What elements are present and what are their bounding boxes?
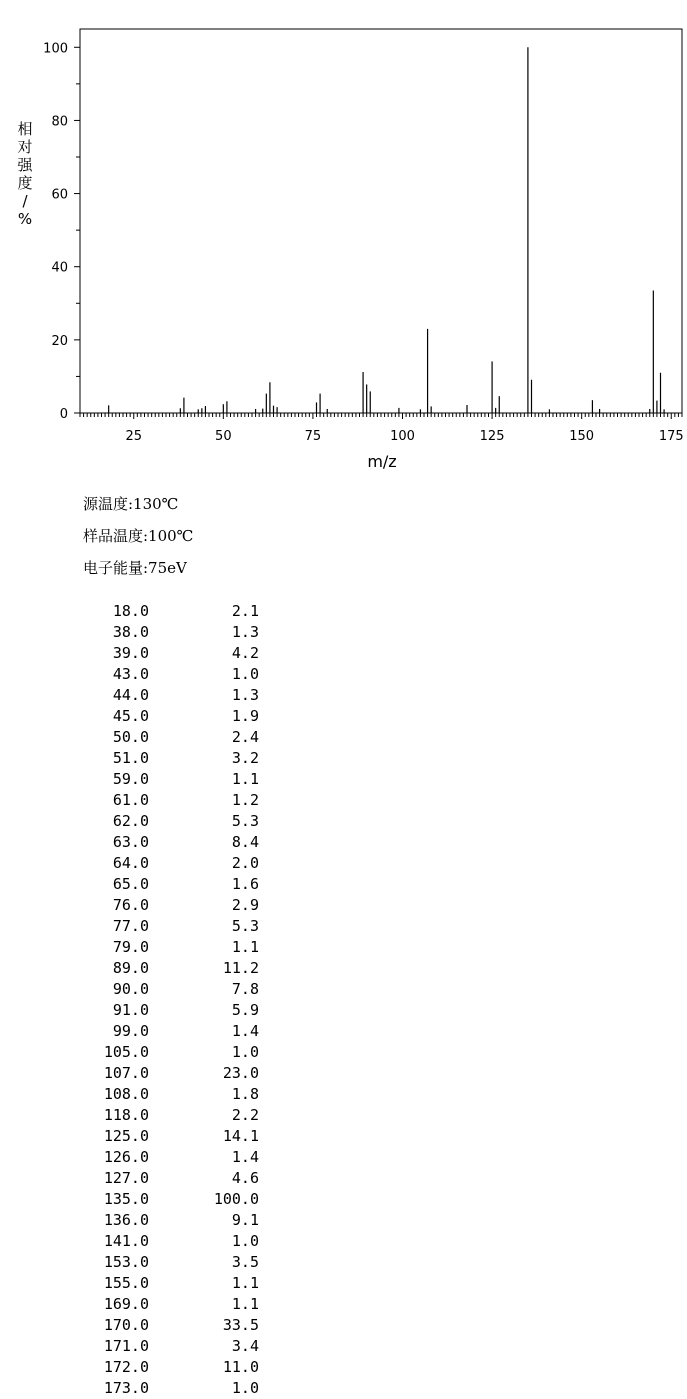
- y-axis-title-char: 强: [17, 156, 33, 174]
- peak-row: [95, 979, 259, 1000]
- peak-row: [95, 1378, 259, 1399]
- peak-mz: 77.0: [112, 917, 149, 935]
- peak-intensity: 1.2: [231, 791, 259, 809]
- peak-intensity: 4.2: [231, 644, 259, 662]
- peak-intensity: 1.0: [231, 1232, 259, 1250]
- peak-intensity: 33.5: [222, 1316, 259, 1334]
- peak-row: [95, 601, 259, 622]
- x-tick-label: 125: [479, 429, 505, 444]
- peak-mz: 91.0: [112, 1001, 149, 1019]
- peak-intensity: 1.1: [231, 1295, 259, 1313]
- peak-row: [95, 727, 259, 748]
- peak-mz: 136.0: [103, 1211, 149, 1229]
- peak-mz: 45.0: [112, 707, 149, 725]
- peak-intensity: 23.0: [222, 1064, 259, 1082]
- peak-mz: 76.0: [112, 896, 149, 914]
- peak-mz: 173.0: [103, 1379, 149, 1397]
- peak-mz: 170.0: [103, 1316, 149, 1334]
- peak-row: [95, 1147, 259, 1168]
- peak-intensity: 1.0: [231, 1379, 259, 1397]
- peak-row: [95, 1063, 259, 1084]
- peak-intensity: 5.3: [231, 917, 259, 935]
- peak-intensity: 1.6: [231, 875, 259, 893]
- peak-mz: 39.0: [112, 644, 149, 662]
- peak-row: [95, 1189, 259, 1210]
- peak-table: [95, 601, 259, 1399]
- x-tick-label: 75: [304, 429, 322, 444]
- y-axis-title-char: %: [17, 210, 33, 228]
- peak-intensity: 1.1: [231, 938, 259, 956]
- peak-row: [95, 853, 259, 874]
- electron-energy: 电子能量:75eV: [83, 559, 187, 577]
- y-tick-label: 80: [51, 114, 68, 130]
- peak-mz: 135.0: [103, 1190, 149, 1208]
- y-tick-label: 100: [43, 41, 68, 57]
- peak-row: [95, 937, 259, 958]
- peak-row: [95, 1231, 259, 1252]
- peak-mz: 61.0: [112, 791, 149, 809]
- y-axis-title-char: /: [22, 192, 28, 210]
- peak-intensity: 3.2: [231, 749, 259, 767]
- y-axis-title: [17, 120, 33, 228]
- peak-mz: 63.0: [112, 833, 149, 851]
- peak-mz: 65.0: [112, 875, 149, 893]
- y-axis-title-char: 度: [17, 174, 33, 192]
- peak-mz: 44.0: [112, 686, 149, 704]
- y-axis-title-char: 相: [17, 120, 33, 138]
- peak-mz: 99.0: [112, 1022, 149, 1040]
- x-tick-label: 25: [125, 429, 143, 444]
- peak-intensity: 1.3: [231, 623, 259, 641]
- peak-mz: 127.0: [103, 1169, 149, 1187]
- peak-row: [95, 643, 259, 664]
- peak-mz: 64.0: [112, 854, 149, 872]
- peak-intensity: 1.0: [231, 665, 259, 683]
- peak-mz: 172.0: [103, 1358, 149, 1376]
- peak-intensity: 2.1: [231, 602, 259, 620]
- peak-mz: 171.0: [103, 1337, 149, 1355]
- mass-spectrum-chart: [0, 0, 687, 480]
- x-axis-title: m/z: [367, 452, 397, 471]
- peak-row: [95, 1105, 259, 1126]
- peak-mz: 59.0: [112, 770, 149, 788]
- y-tick-label: 60: [51, 187, 68, 203]
- y-axis-title-char: 对: [17, 138, 33, 156]
- peak-intensity: 5.9: [231, 1001, 259, 1019]
- peak-row: [95, 1336, 259, 1357]
- peak-intensity: 2.2: [231, 1106, 259, 1124]
- x-tick-label: 100: [390, 429, 415, 444]
- source-temperature: 源温度:130℃: [83, 495, 179, 513]
- peak-mz: 38.0: [112, 623, 149, 641]
- peak-intensity: 9.1: [231, 1211, 259, 1229]
- peak-intensity: 4.6: [231, 1169, 259, 1187]
- peak-row: [95, 1210, 259, 1231]
- x-tick-label: 50: [215, 429, 232, 444]
- peak-mz: 108.0: [103, 1085, 149, 1103]
- peak-mz: 126.0: [103, 1148, 149, 1166]
- peak-intensity: 100.0: [213, 1190, 259, 1208]
- peak-mz: 153.0: [103, 1253, 149, 1271]
- peak-row: [95, 748, 259, 769]
- peak-intensity: 1.1: [231, 1274, 259, 1292]
- peak-row: [95, 1315, 259, 1336]
- y-tick-label: 40: [51, 260, 68, 276]
- peak-intensity: 8.4: [231, 833, 259, 851]
- x-tick-label: 150: [569, 429, 595, 444]
- peak-row: [95, 685, 259, 706]
- peak-intensity: 1.4: [231, 1022, 259, 1040]
- peak-row: [95, 1252, 259, 1273]
- peak-mz: 90.0: [112, 980, 149, 998]
- x-tick-label: 175: [658, 429, 684, 444]
- peak-intensity: 1.0: [231, 1043, 259, 1061]
- peak-row: [95, 1126, 259, 1147]
- peak-row: [95, 916, 259, 937]
- peak-row: [95, 706, 259, 727]
- peak-mz: 43.0: [112, 665, 149, 683]
- peak-intensity: 7.8: [231, 980, 259, 998]
- peak-intensity: 2.9: [231, 896, 259, 914]
- sample-temperature: 样品温度:100℃: [83, 527, 194, 545]
- peak-mz: 141.0: [103, 1232, 149, 1250]
- peak-row: [95, 1000, 259, 1021]
- peak-intensity: 5.3: [231, 812, 259, 830]
- peak-row: [95, 1042, 259, 1063]
- peak-row: [95, 664, 259, 685]
- y-tick-label: 20: [51, 333, 68, 349]
- peak-intensity: 2.4: [231, 728, 259, 746]
- peak-row: [95, 622, 259, 643]
- peak-row: [95, 769, 259, 790]
- peak-row: [95, 790, 259, 811]
- peak-mz: 105.0: [103, 1043, 149, 1061]
- peak-mz: 79.0: [112, 938, 149, 956]
- peak-row: [95, 811, 259, 832]
- peak-mz: 50.0: [112, 728, 149, 746]
- peak-row: [95, 1357, 259, 1378]
- y-tick-label: 0: [59, 407, 68, 422]
- peak-intensity: 14.1: [222, 1127, 259, 1145]
- peak-intensity: 3.5: [231, 1253, 259, 1271]
- peak-row: [95, 958, 259, 979]
- peak-mz: 18.0: [112, 602, 149, 620]
- peak-intensity: 3.4: [231, 1337, 259, 1355]
- peak-row: [95, 1021, 259, 1042]
- peak-mz: 107.0: [103, 1064, 149, 1082]
- plot-frame: [80, 29, 682, 413]
- peak-row: [95, 895, 259, 916]
- peak-row: [95, 1084, 259, 1105]
- peak-intensity: 11.2: [222, 959, 259, 977]
- peak-row: [95, 874, 259, 895]
- peak-intensity: 1.3: [231, 686, 259, 704]
- peak-mz: 169.0: [103, 1295, 149, 1313]
- peak-intensity: 1.1: [231, 770, 259, 788]
- peak-row: [95, 1273, 259, 1294]
- peak-row: [95, 1294, 259, 1315]
- peak-intensity: 2.0: [231, 854, 259, 872]
- peak-mz: 51.0: [112, 749, 149, 767]
- peak-mz: 62.0: [112, 812, 149, 830]
- peak-mz: 125.0: [103, 1127, 149, 1145]
- peak-mz: 89.0: [112, 959, 149, 977]
- peak-intensity: 1.9: [231, 707, 259, 725]
- peak-mz: 118.0: [103, 1106, 149, 1124]
- peak-row: [95, 1168, 259, 1189]
- peak-mz: 155.0: [103, 1274, 149, 1292]
- peak-intensity: 11.0: [222, 1358, 259, 1376]
- peak-row: [95, 832, 259, 853]
- peak-intensity: 1.4: [231, 1148, 259, 1166]
- peak-intensity: 1.8: [231, 1085, 259, 1103]
